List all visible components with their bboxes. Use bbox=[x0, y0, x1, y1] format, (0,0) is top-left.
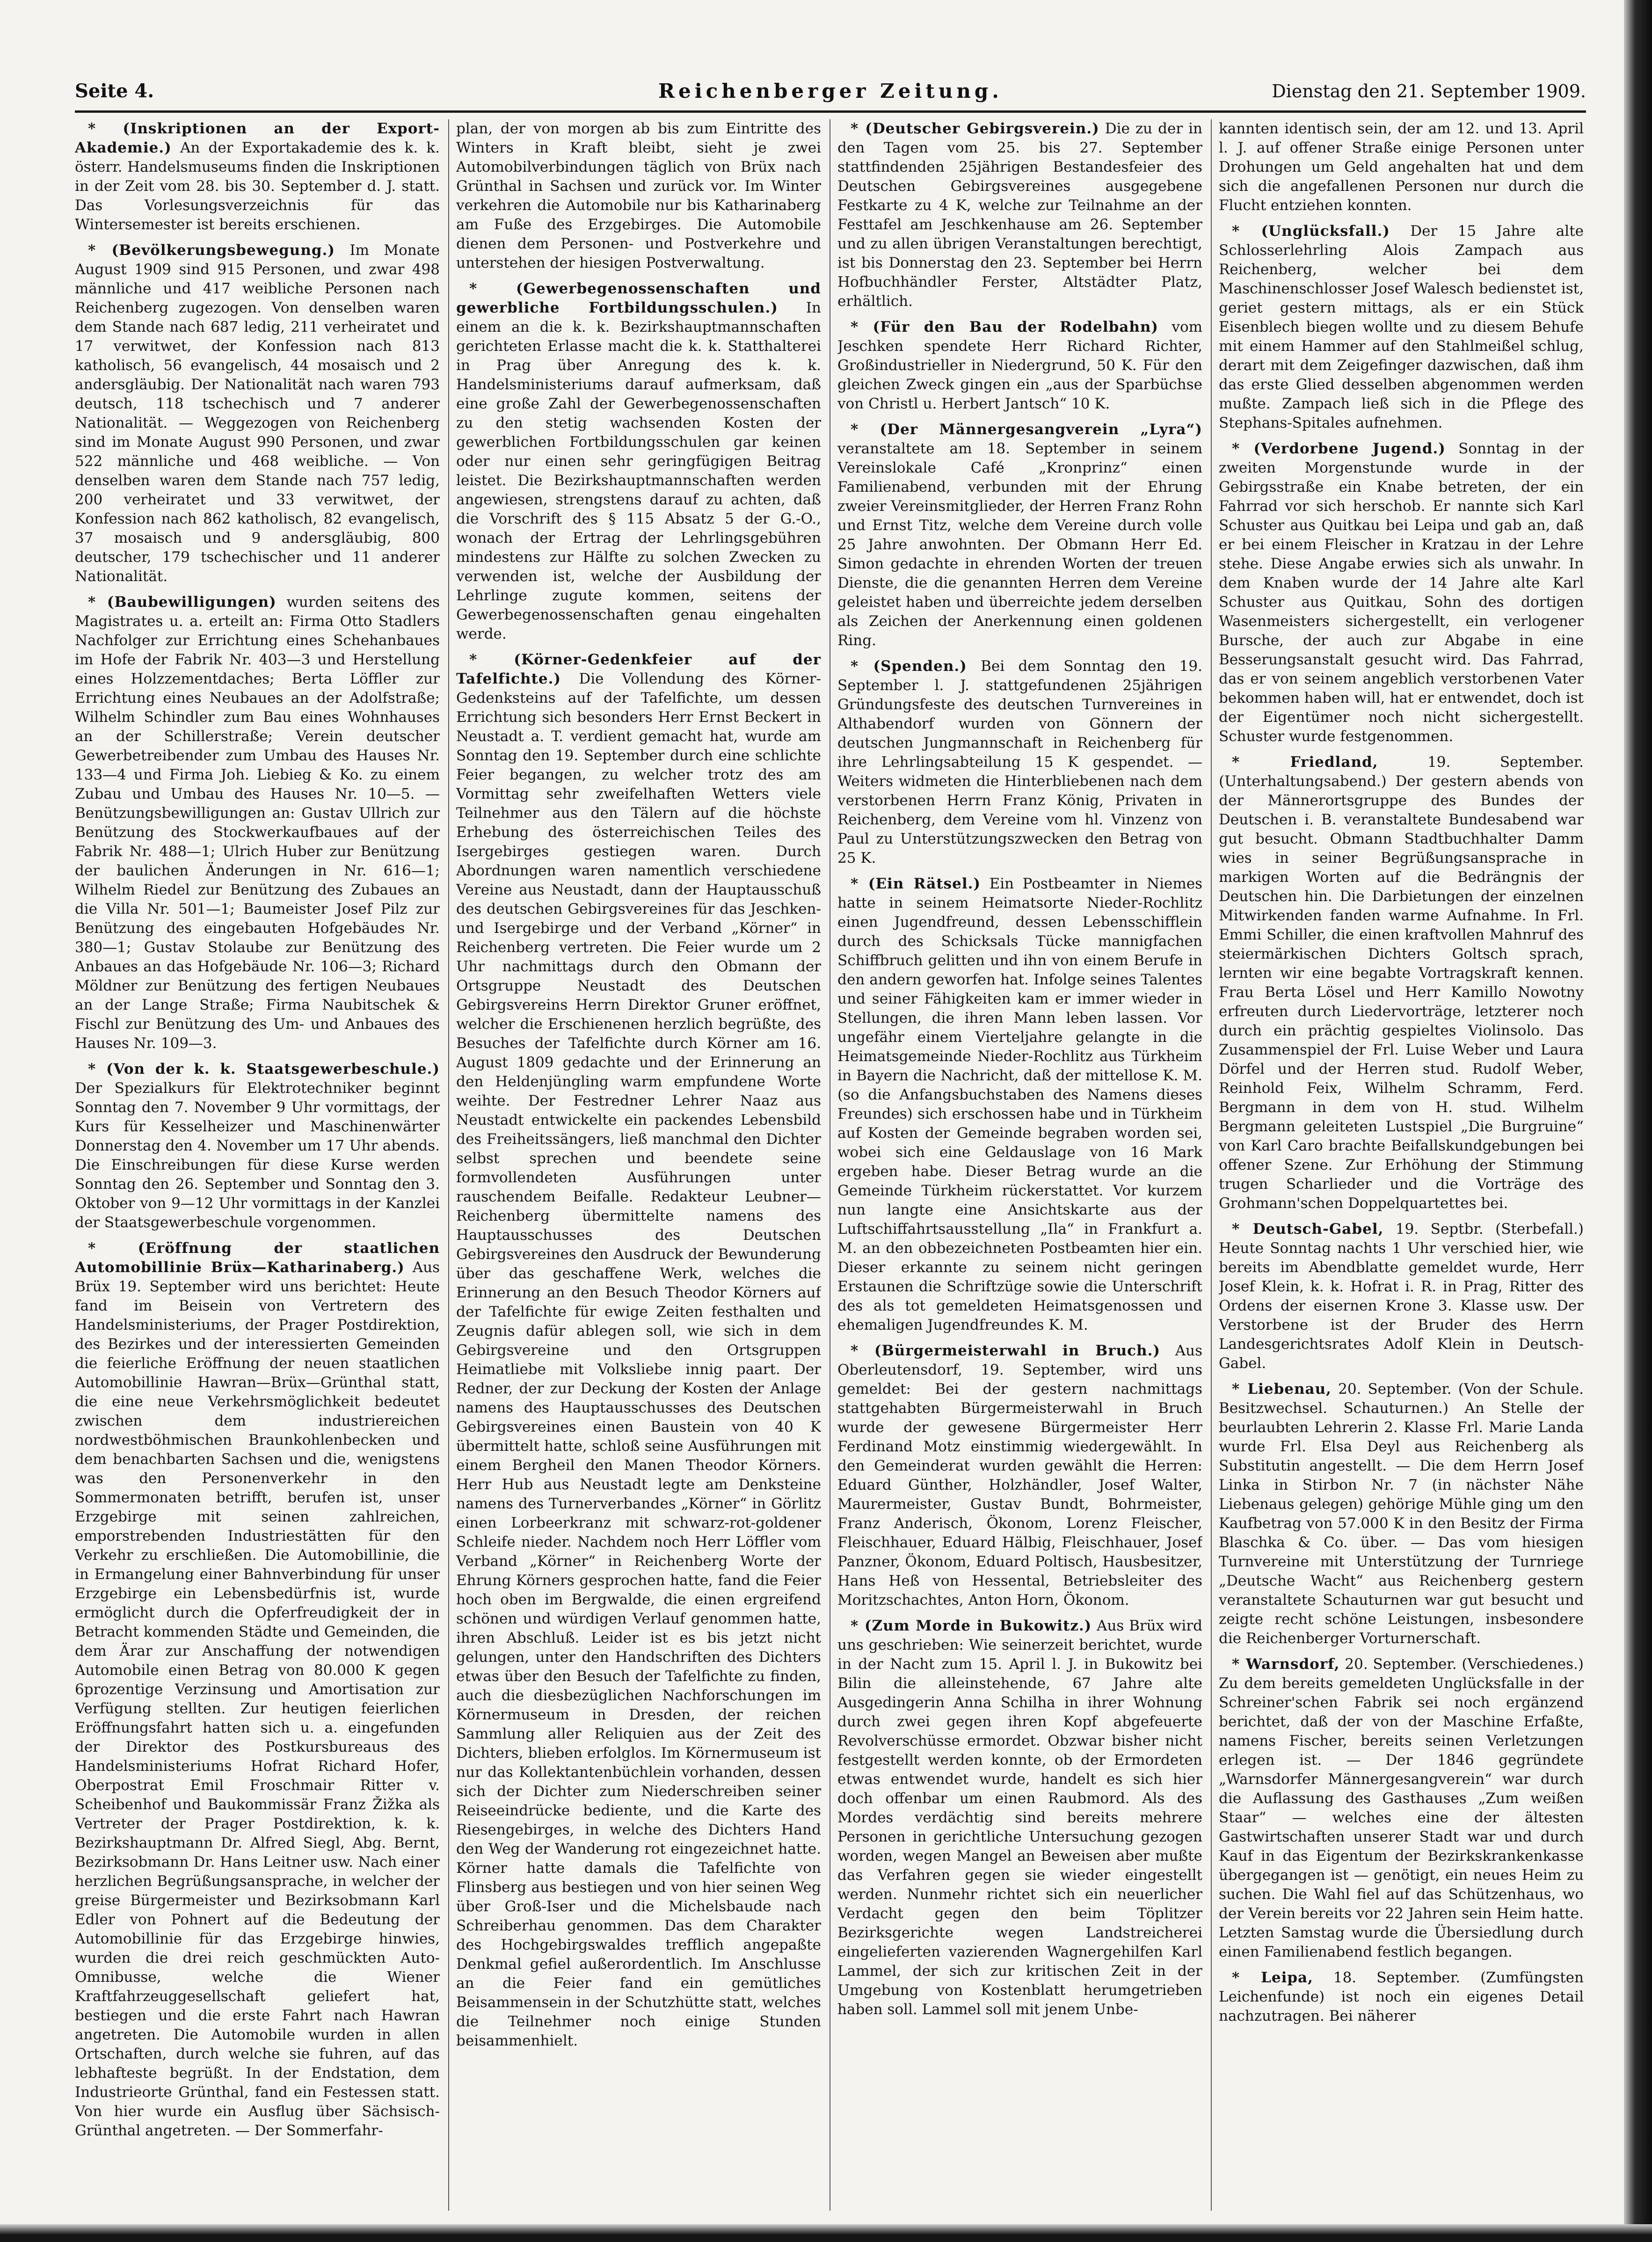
scan-edge-right bbox=[1624, 0, 1652, 2242]
article-text: In einem an die k. k. Bezirkshauptmannschaften gerichteten Erlasse macht die k. k. Statthalterei in Prag über Anregung des k. k. Handelsministeriums darauf aufmerksam, daß eine große Zahl der Gewerbegenossenschaften zu den stetig wachsenden Kosten der gewerblichen Fortbildungsschulen gar keinen oder nur einen sehr geringfügigen Beitrag leistet. Die Bezirkshauptmannschaften werden angewiesen, strengstens darauf zu achten, daß die Vorschrift des § 115 Absatz 5 der G.-O., wonach der Ertrag der Lehrlingsgebühren mindestens zur Hälfte zu solchen Zwecken zu verwenden ist, welche der Ausbildung der Lehrlinge zugute kommen, seitens der Gewerbegenossenschaften genau eingehalten werde. bbox=[456, 299, 821, 642]
article-text: Aus Brüx 19. September wird uns berichtet: Heute fand im Beisein von Vertretern des Handelsministeriums, der Prager Postdirektion, des Bezirkes und der interessierten Gemeinden die feierliche Eröffnung der neuen staatlichen Automobillinie Hawran—Brüx—Grünthal statt, die eine neue Verkehrsmöglichkeit bedeutet zwischen dem industriereichen nordwestböhmischen Braunkohlenbecken und dem benachbarten Sachsen und die, wenigstens was den Personenverkehr in den Sommermonaten betrifft, berufen ist, unser Erzgebirge mit seinen zahlreichen, emporstrebenden Industriestätten für den Verkehr zu erschließen. Die Automobillinie, die in Ermangelung einer Bahnverbindung für unser Erzgebirge ein Lebensbedürfnis ist, wurde ermöglicht durch die Opferfreudigkeit der in Betracht kommenden Städte und Gemeinden, die dem Ärar zur Anschaffung der notwendigen Automobile einen Betrag von 80.000 K gegen 6prozentige Verzinsung und Amortisation zur Verfügung stellten. Zur heutigen feierlichen Eröffnungsfahrt hatten sich u. a. eingefunden der Direktor des Postkursbureaus des Handelsministeriums Hofrat Richard Hofer, Oberpostrat Emil Froschmair Ritter v. Scheibenhof und Baukommissär Franz Žižka als Vertreter der Prager Postdirektion, k. k. Bezirkshauptmann Dr. Alfred Siegl, Abg. Bernt, Bezirksobmann Dr. Hans Leitner usw. Nach einer herzlichen Begrüßungsansprache, in welcher der greise Bürgermeister und Bezirksobmann Karl Edler von Pohnert auf die Bedeutung der Automobillinie für das Erzgebirge hinwies, wurden die drei reich geschmückten Auto-Omnibusse, welche die Wiener Kraftfahrzeuggesellschaft geliefert hat, bestiegen und die erste Fahrt nach Hawran angetreten. Die Automobile wurden in allen Ortschaften, durch welche sie fuhren, auf das lebhafteste begrüßt. In der Endstation, dem Industrieorte Grünthal, fand ein Festessen statt. Von hier wurde ein Ausflug über Sächsisch-Grünthal angetreten. — Der Sommerfahr- bbox=[75, 1259, 440, 2139]
columns-area bbox=[75, 119, 1586, 2211]
article-paragraph bbox=[1219, 1380, 1584, 1648]
article-paragraph bbox=[837, 119, 1202, 311]
article-heading: * Leipa, bbox=[1232, 1969, 1313, 1986]
column-2 bbox=[456, 119, 821, 2211]
article-text: Die Vollendung des Körner-Gedenksteins auf der Tafelfichte, um dessen Errichtung sich besonders Herr Ernst Beckert in Neustadt a. T. verdient gemacht hat, wurde am Sonntag den 19. September durch eine schlichte Feier begangen, zu welcher trotz des am Vormittag sehr zweifelhaften Wetters viele Teilnehmer aus den Tälern auf die höchste Erhebung des österreichischen Teiles des Isergebirges gestiegen waren. Durch Abordnungen waren namentlich verschiedene Vereine aus Neustadt, dann der Hauptausschuß des deutschen Gebirgsvereines für das Jeschken- und Isergebirge und der Verband „Körner“ in Reichenberg vertreten. Die Feier wurde um 2 Uhr nachmittags durch den Obmann der Ortsgruppe Neustadt des Deutschen Gebirgsvereins Herrn Direktor Gruner eröffnet, welcher die Erschienenen herzlich begrüßte, des Besuches der Tafelfichte durch Körner am 16. August 1809 gedachte und der Erinnerung an den Heldenjüngling warm empfundene Worte weihte. Der Festredner Lehrer Naaz aus Neustadt entwickelte ein packendes Lebensbild des Freiheitssängers, ließ manchmal den Dichter selbst sprechen und beendete seine formvollendeten Ausführungen unter rauschendem Beifalle. Redakteur Leubner—Reichenberg übermittelte namens des Hauptausschusses des Deutschen Gebirgsvereines den Ausdruck der Bewunderung über das geschaffene Werk, welches die Erinnerung an den Besuch Theodor Körners auf der Tafelfichte für ewige Zeiten festhalten und Zeugnis dafür ablegen soll, wie sich in dem Gebirgsvereine und den Ortsgruppen Heimatliebe mit Volksliebe innig paart. Der Redner, der zur Deckung der Kosten der Anlage namens des Hauptausschusses des Deutschen Gebirgsvereines einen Baustein von 40 K übermittelt hatte, schloß seine Ausführungen mit einem Bergheil den Manen Theodor Körners. Herr Hub aus Neustadt legte am Denksteine namens des Turnerverbandes „Körner“ in Görlitz einen Lorbeerkranz mit schwarz-rot-goldener Schleife nieder. Nachdem noch Herr Löffler vom Verband „Körner“ in Reichenberg Worte der Ehrung Körners gesprochen hatte, fand die Feier hoch oben im Bergwalde, die einen ergreifend schönen und würdigen Verlauf genommen hatte, ihren Abschluß. Leider ist es bis jetzt nicht gelungen, unter den Handschriften des Dichters etwas über den Besuch der Tafelfichte zu finden, auch die diesbezüglichen Nachforschungen im Körnermuseum in Dresden, der reichen Sammlung aller Reliquien aus der Zeit des Dichters, blieben erfolglos. Im Körnermuseum ist nur das Kollektantenbüchlein vorhanden, dessen sich der Dichter zum Niederschreiben seiner Reiseeindrücke bediente, und die Karte des Riesengebirges, in welche des Dichters Hand den Weg der Wanderung rot eingezeichnet hatte. Körner hatte damals die Tafelfichte von Flinsberg aus bestiegen und von hier seinen Weg über Groß-Iser und die Michelsbaude nach Schreiberhau genommen. Das dem Charakter des Hochgebirgswaldes trefflich angepaßte Denkmal gefiel außerordentlich. Im Anschlusse an die Feier fand ein gemütliches Beisammensein in der Schutzhütte statt, welches die Teilnehmer noch einige Stunden beisammenhielt. bbox=[456, 670, 821, 2049]
article-text: Bei dem Sonntag den 19. September l. J. stattgefundenen 25jährigen Gründungsfeste des deutschen Turnvereines in Althabendorf wurden von Gönnern der deutschen Jungmannschaft in Reichenberg für ihre Lehrlingsabteilung 15 K gespendet. — Weiters widmeten die Hinterbliebenen nach dem verstorbenen Herrn Franz König, Privaten in Reichenberg, dem Vereine vom hl. Vinzenz von Paul zu Unterstützungszwecken den Betrag von 25 K. bbox=[837, 658, 1202, 866]
article-text: plan, der von morgen ab bis zum Eintritte des Winters in Kraft bleibt, sieht je zwei Automobilverbindungen täglich von Brüx nach Grünthal in Sachsen und zurück vor. Im Winter verkehren die Automobile nur bis Katharinaberg am Fuße des Erzgebirges. Die Automobile dienen dem Personen- und Postverkehre und unterstehen der hiesigen Postverwaltung. bbox=[456, 120, 821, 271]
article-paragraph bbox=[837, 1341, 1202, 1610]
article-heading: * (Bevölkerungsbewegung.) bbox=[88, 242, 335, 259]
page-header bbox=[75, 75, 1586, 108]
article-heading: * Friedland, bbox=[1232, 754, 1378, 771]
article-heading: * (Unglücksfall.) bbox=[1232, 223, 1390, 240]
article-paragraph bbox=[75, 593, 440, 1053]
article-heading: * (Deutscher Gebirgsverein.) bbox=[851, 120, 1099, 137]
article-paragraph bbox=[75, 1060, 440, 1232]
article-paragraph bbox=[837, 874, 1202, 1335]
article-text: 20. September. (Verschiedenes.) Zu dem bereits gemeldeten Unglücksfalle in der Schreiner'schen Fabrik sei noch ergänzend berichtet, daß der von der Maschine Erfaßte, namens Fischer, bereits seinen Verletzungen erlegen ist. — Der 1846 gegründete „Warnsdorfer Männergesangverein“ war durch die Auflassung des Gasthauses „Zum weißen Staar“ — welches eine der ältesten Gastwirtschaften unserer Stadt war und durch Kauf in das Eigentum der Bezirkskrankenkasse übergegangen ist — genötigt, ein neues Heim zu suchen. Die Wahl fiel auf das Schützenhaus, wo der Verein bereits vor 22 Jahren sein Heim hatte. Letzten Samstag wurde die Übersiedlung durch einen Familienabend festlich begangen. bbox=[1219, 1656, 1584, 1960]
article-paragraph bbox=[837, 657, 1202, 868]
article-heading: * (Verdorbene Jugend.) bbox=[1232, 440, 1446, 457]
article-heading: * (Körner-Gedenkfeier auf der Tafelfichte.) bbox=[456, 651, 821, 687]
article-text: 18. September. (Zumfüngsten Leichenfunde) ist noch ein eigenes Detail nachzutragen. Bei näherer bbox=[1219, 1969, 1584, 2024]
article-text: Die zu der in den Tagen vom 25. bis 27. September stattfindenden 25jährigen Bestandesfeier des Deutschen Gebirgsvereines ausgegebene Festkarte zu 4 K, welche zur Teilnahme an der Festtafel am Jeschkenhause am 26. September und zu allen übrigen Veranstaltungen berechtigt, ist bis Donnerstag den 23. September bei Herrn Hofbuchhändler Ferster, Altstädter Platz, erhältlich. bbox=[837, 120, 1202, 310]
article-text: wurden seitens des Magistrates u. a. erteilt an: Firma Otto Stadlers Nachfolger zur Errichtung eines Schehanbaues im Hofe der Fabrik Nr. 403—3 und Herstellung eines Holzzementdaches; Berta Löffler zur Errichtung eines Neubaues an der Adolfstraße; Wilhelm Schindler zum Bau eines Wohnhauses an der Schillerstraße; Verein deutscher Gewerbetreibender zum Umbau des Hauses Nr. 133—4 und Firma Joh. Liebieg & Ko. zu einem Zubau und Umbau des Hauses Nr. 10—5. — Benützungsbewilligungen an: Gustav Ullrich zur Benützung des Stockwerkaufbaues auf der Fabrik Nr. 488—1; Ulrich Huber zur Benützung der baulichen Änderungen in Nr. 616—1; Wilhelm Riedel zur Benützung des Zubaues an die Villa Nr. 501—1; Baumeister Josef Pilz zur Benützung des eingebauten Hofgebäudes Nr. 380—1; Gustav Stolaube zur Benützung des Anbaues an das Hofgebäude Nr. 106—3; Richard Möldner zur Benützung des fertigen Neubaues an der Lange Straße; Firma Naubitschek & Fischl zur Benützung des Um- und Anbaues des Hauses Nr. 109—3. bbox=[75, 594, 440, 1052]
article-text: Ein Postbeamter in Niemes hatte in seinem Heimatsorte Nieder-Rochlitz einen Jugendfreund, dessen Lebensschifflein durch des Schicksals Tücke mannigfachen Schiffbruch gelitten und ihn von einem Berufe in den andern geworfen hat. Infolge seines Talentes und seiner Fähigkeiten kam er immer wieder in Stellungen, die ihren Mann leben lassen. Vor ungefähr einem Vierteljahre gelangte in die Heimatsgemeinde Nieder-Rochlitz aus Türkheim in Bayern die Nachricht, daß der mittellose K. M. (so die Anfangsbuchstaben des Namens dieses Freundes) sich erschossen habe und in Türkheim auf Kosten der Gemeinde begraben worden sei, wobei sich eine Geldauslage von 16 Mark ergeben habe. Dieser Betrag wurde an die Gemeinde Türkheim rückerstattet. Vor kurzem nun langte eine Ansichtskarte aus der Luftschiffahrtsausstellung „Ila“ in Frankfurt a. M. an den obbezeichneten Postbeamten hier ein. Dieser erkannte zu seinem nicht geringen Erstaunen die Schriftzüge sowie die Unterschrift des als tot gemeldeten Heimatsgenossen und ehemaligen Jugendfreundes K. M. bbox=[837, 875, 1202, 1333]
article-heading: * (Baubewilligungen) bbox=[88, 594, 277, 611]
article-heading: * (Zum Morde in Bukowitz.) bbox=[851, 1617, 1092, 1634]
article-heading: * Liebenau, bbox=[1232, 1381, 1332, 1398]
article-paragraph bbox=[75, 241, 440, 586]
article-paragraph bbox=[837, 318, 1202, 414]
article-heading: * (Gewerbegenossenschaften und gewerbliche Fortbildungsschulen.) bbox=[456, 280, 821, 316]
article-text: 19. Septbr. (Sterbefall.) Heute Sonntag nachts 1 Uhr verschied hier, wie bereits im Abendblatte gemeldet wurde, Herr Josef Klein, k. k. Hofrat i. R. in Prag, Ritter des Ordens der eisernen Krone 3. Klasse usw. Der Verstorbene ist der Bruder des Herrn Landesgerichtsrates Adolf Klein in Deutsch-Gabel. bbox=[1219, 1221, 1584, 1372]
article-text: Aus Brüx wird uns geschrieben: Wie seinerzeit berichtet, wurde in der Nacht zum 15. April l. J. in Bukowitz bei Bilin die alleinstehende, 67 Jahre alte Ausgedingerin Anna Schilha in ihrer Wohnung durch zwei gegen ihren Kopf abgefeuerte Revolverschüsse ermordet. Obzwar bisher nicht festgestellt werden konnte, ob der Ermordeten etwas entwendet wurde, handelt es sich hier doch offenbar um einen Raubmord. Als des Mordes verdächtig sind bereits mehrere Personen in gerichtliche Untersuchung gezogen worden, wegen Mangel an Beweisen aber mußte das Verfahren gegen sie wieder eingestellt werden. Nunmehr richtet sich ein neuerlicher Verdacht gegen den beim Töplitzer Bezirksgerichte wegen Landstreicherei eingelieferten vazierenden Wagnergehilfen Karl Lammel, der sich zur kritischen Zeit in der Umgebung von Kostenblatt herumgetrieben haben soll. Lammel soll mit jenem Unbe- bbox=[837, 1617, 1202, 2018]
article-heading: * Deutsch-Gabel, bbox=[1232, 1221, 1384, 1237]
article-paragraph bbox=[837, 420, 1202, 650]
issue-date: Dienstag den 21. September 1909. bbox=[1272, 81, 1586, 102]
column-divider bbox=[448, 119, 449, 2211]
article-paragraph bbox=[456, 119, 821, 273]
article-text: kannten identisch sein, der am 12. und 13. April l. J. auf offener Straße einige Personen unter Drohungen um Geld angehalten hat und dem sich die angefallenen Personen nur durch die Flucht entziehen konnten. bbox=[1219, 120, 1584, 214]
article-heading: * (Ein Rätsel.) bbox=[851, 875, 981, 892]
article-paragraph bbox=[1219, 1655, 1584, 1962]
article-heading: * Warnsdorf, bbox=[1232, 1656, 1340, 1673]
newspaper-title: Reichenberger Zeitung. bbox=[658, 80, 1003, 102]
article-text: 20. September. (Von der Schule. Besitzwechsel. Schauturnen.) An Stelle der beurlaubten Lehrerin 2. Klasse Frl. Marie Landa wurde Frl. Elsa Deyl aus Reichenberg als Substitutin angestellt. — Die dem Herrn Josef Linka in Stirbon Nr. 7 (in nächster Nähe Liebenaus gelegen) gehörige Mühle ging um den Kaufbetrag von 57.000 K in den Besitz der Firma Blaschka & Co. über. — Das vom hiesigen Turnvereine mit Unterstützung der Turnriege „Deutsche Wacht“ aus Reichenberg gestern veranstaltete Schauturnen war gut besucht und zeigte recht schöne Leistungen, insbesondere die Reichenberger Vorturnerschaft. bbox=[1219, 1381, 1584, 1647]
column-divider bbox=[1211, 119, 1212, 2211]
article-paragraph bbox=[1219, 119, 1584, 215]
article-text: 19. September. (Unterhaltungsabend.) Der gestern abends von der Männerortsgruppe des Bundes der Deutschen i. B. veranstaltete Bundesabend war gut besucht. Obmann Stadtbuchhalter Damm wies in seiner Begrüßungsansprache in markigen Worten auf die Bedrängnis der Deutschen hin. Die Darbietungen der einzelnen Mitwirkenden fanden warme Aufnahme. In Frl. Emmi Schiller, die einen kraftvollen Mahnruf des steiermärkischen Dichters Goltsch sprach, lernten wir eine begabte Vortragskraft kennen. Frau Berta Lösel und Herr Kamillo Nowotny erfreuten durch Liedervorträge, letzterer noch durch ein prächtig gespieltes Violinsolo. Das Zusammenspiel der Frl. Luise Weber und Laura Dörfel und der Herren stud. Rudolf Weber, Reinhold Feix, Wilhelm Schramm, Ferd. Bergmann in dem von H. stud. Wilhelm Bergmann geleiteten Lustspiel „Die Burgruine“ von Karl Caro brachte Beifallskundgebungen bei offener Szene. Zur Erhöhung der Stimmung trugen Scharlieder und die Vorträge des Grohmann'schen Doppelquartettes bei. bbox=[1219, 754, 1584, 1212]
article-paragraph bbox=[75, 119, 440, 234]
article-paragraph bbox=[1219, 1220, 1584, 1373]
article-text: Der 15 Jahre alte Schlosserlehrling Alois Zampach aus Reichenberg, welcher bei dem Maschinenschlosser Josef Walesch bedienstet ist, geriet gestern mittags, als er ein Stück Eisenblech biegen wollte und zu diesem Behufe mit einem Hammer auf den Stahlmeißel schlug, derart mit dem Zeigefinger dazwischen, daß ihm das erste Glied desselben abgenommen werden mußte. Zampach ließ sich in die Pflege des Stephans-Spitales aufnehmen. bbox=[1219, 223, 1584, 431]
article-text: Der Spezialkurs für Elektrotechniker beginnt Sonntag den 7. November 9 Uhr vormittags, der Kurs für Kesselheizer und Maschinenwärter Donnerstag den 4. November um 17 Uhr abends. Die Einschreibungen für diese Kurse werden Sonntag den 26. September und Sonntag den 3. Oktober von 9—12 Uhr vormittags in der Kanzlei der Staatsgewerbeschule vorgenommen. bbox=[75, 1080, 440, 1231]
column-4 bbox=[1219, 119, 1584, 2211]
header-rule bbox=[75, 110, 1586, 113]
article-paragraph bbox=[456, 650, 821, 2051]
article-heading: * (Von der k. k. Staatsgewerbeschule.) bbox=[88, 1061, 440, 1077]
article-text: An der Exportakademie des k. k. österr. Handelsmuseums finden die Inskriptionen in der Zeit vom 28. bis 30. September d. J. statt. Das Vorlesungsverzeichnis für das Wintersemester ist bereits erschienen. bbox=[75, 139, 440, 233]
article-paragraph bbox=[837, 1616, 1202, 2019]
article-paragraph bbox=[1219, 439, 1584, 746]
article-heading: * (Der Männergesangverein „Lyra“) bbox=[851, 421, 1202, 438]
article-paragraph bbox=[1219, 222, 1584, 433]
article-heading: * (Für den Bau der Rodelbahn) bbox=[851, 319, 1159, 335]
article-paragraph bbox=[75, 1239, 440, 2140]
article-text: Sonntag in der zweiten Morgenstunde wurde in der Gebirgsstraße ein Knabe betreten, der ein Fahrrad vor sich herschob. Er nannte sich Karl Schuster aus Quitkau bei Leipa und gab an, daß er bei einem Fleischer in Kratzau in der Lehre stehe. Diese Angabe erwies sich als unwahr. In dem Knaben wurde der 14 Jahre alte Karl Schuster aus Quitkau, Sohn des dortigen Wasenmeisters sichergestellt, ein verlogener Bursche, der auch zur Abgabe in eine Besserungsanstalt gesucht wird. Das Fahrrad, das er von seinem angeblich verstorbenen Vater bekommen haben will, hat er entwendet, doch ist der Eigentümer noch nicht sichergestellt. Schuster wurde festgenommen. bbox=[1219, 440, 1584, 745]
article-heading: * (Inskriptionen an der Export-Akademie.) bbox=[75, 120, 440, 156]
article-text: Aus Oberleutensdorf, 19. September, wird uns gemeldet: Bei der gestern nachmittags stattgehabten Bürgermeisterwahl in Bruch wurde der gewesene Bürgermeister Herr Ferdinand Motz einstimmig wiedergewählt. In den Gemeinderat wurden gewählt die Herren: Eduard Günther, Holzhändler, Josef Walter, Maurermeister, Gustav Bundt, Bohrmeister, Franz Anderisch, Ökonom, Lorenz Fleischer, Fleischhauer, Eduard Hälbig, Fleischhauer, Josef Panzner, Ökonom, Eduard Poltisch, Hausbesitzer, Hans Heß von Hessental, Betriebsleiter des Moritzschachtes, Anton Horn, Ökonom. bbox=[837, 1342, 1202, 1609]
article-text: vom Jeschken spendete Herr Richard Richter, Großindustrieller in Niedergrund, 50 K. Für den gleichen Zweck gingen ein „aus der Sparbüchse von Christl u. Herbert Jantsch“ 10 K. bbox=[837, 319, 1202, 412]
column-1 bbox=[75, 119, 440, 2211]
article-text: Im Monate August 1909 sind 915 Personen, und zwar 498 männliche und 417 weibliche Personen nach Reichenberg zugezogen. Von denselben waren dem Stande nach 687 ledig, 211 verheiratet und 17 verwitwet, der Konfession nach 813 katholisch, 56 evangelisch, 44 mosaisch und 2 andersgläubig. Der Nationalität nach waren 793 deutsch, 118 tschechisch und 7 anderer Nationalität. — Weggezogen von Reichenberg sind im Monate August 990 Personen, und zwar 522 männliche und 468 weibliche. — Von denselben waren dem Stande nach 757 ledig, 200 verheiratet und 33 verwitwet, der Konfession nach 862 katholisch, 82 evangelisch, 37 mosaisch und 9 andersgläubig, 800 deutscher, 179 tschechischer und 11 anderer Nationalität. bbox=[75, 242, 440, 585]
article-heading: * (Spenden.) bbox=[851, 658, 967, 675]
article-paragraph bbox=[1219, 753, 1584, 1213]
article-heading: * (Bürgermeisterwahl in Bruch.) bbox=[851, 1342, 1161, 1359]
scan-edge-bottom bbox=[0, 2224, 1652, 2242]
article-paragraph bbox=[456, 279, 821, 644]
page-number: Seite 4. bbox=[75, 80, 154, 102]
article-text: veranstaltete am 18. September in seinem Vereinslokale Café „Kronprinz“ einen Familienabend, verbunden mit der Ehrung zweier Vereinsmitglieder, der Herren Franz Rohn und Ernst Titz, welche dem Vereine durch volle 25 Jahre anwohnten. Der Obmann Herr Ed. Simon gedachte in ehrenden Worten der treuen Dienste, die die genannten Herren dem Vereine geleistet haben und überreichte jedem derselben als Zeichen der Anerkennung einen goldenen Ring. bbox=[837, 440, 1202, 649]
column-3 bbox=[837, 119, 1202, 2211]
article-paragraph bbox=[1219, 1968, 1584, 2026]
article-heading: * (Eröffnung der staatlichen Automobillinie Brüx—Katharinaberg.) bbox=[75, 1240, 440, 1276]
